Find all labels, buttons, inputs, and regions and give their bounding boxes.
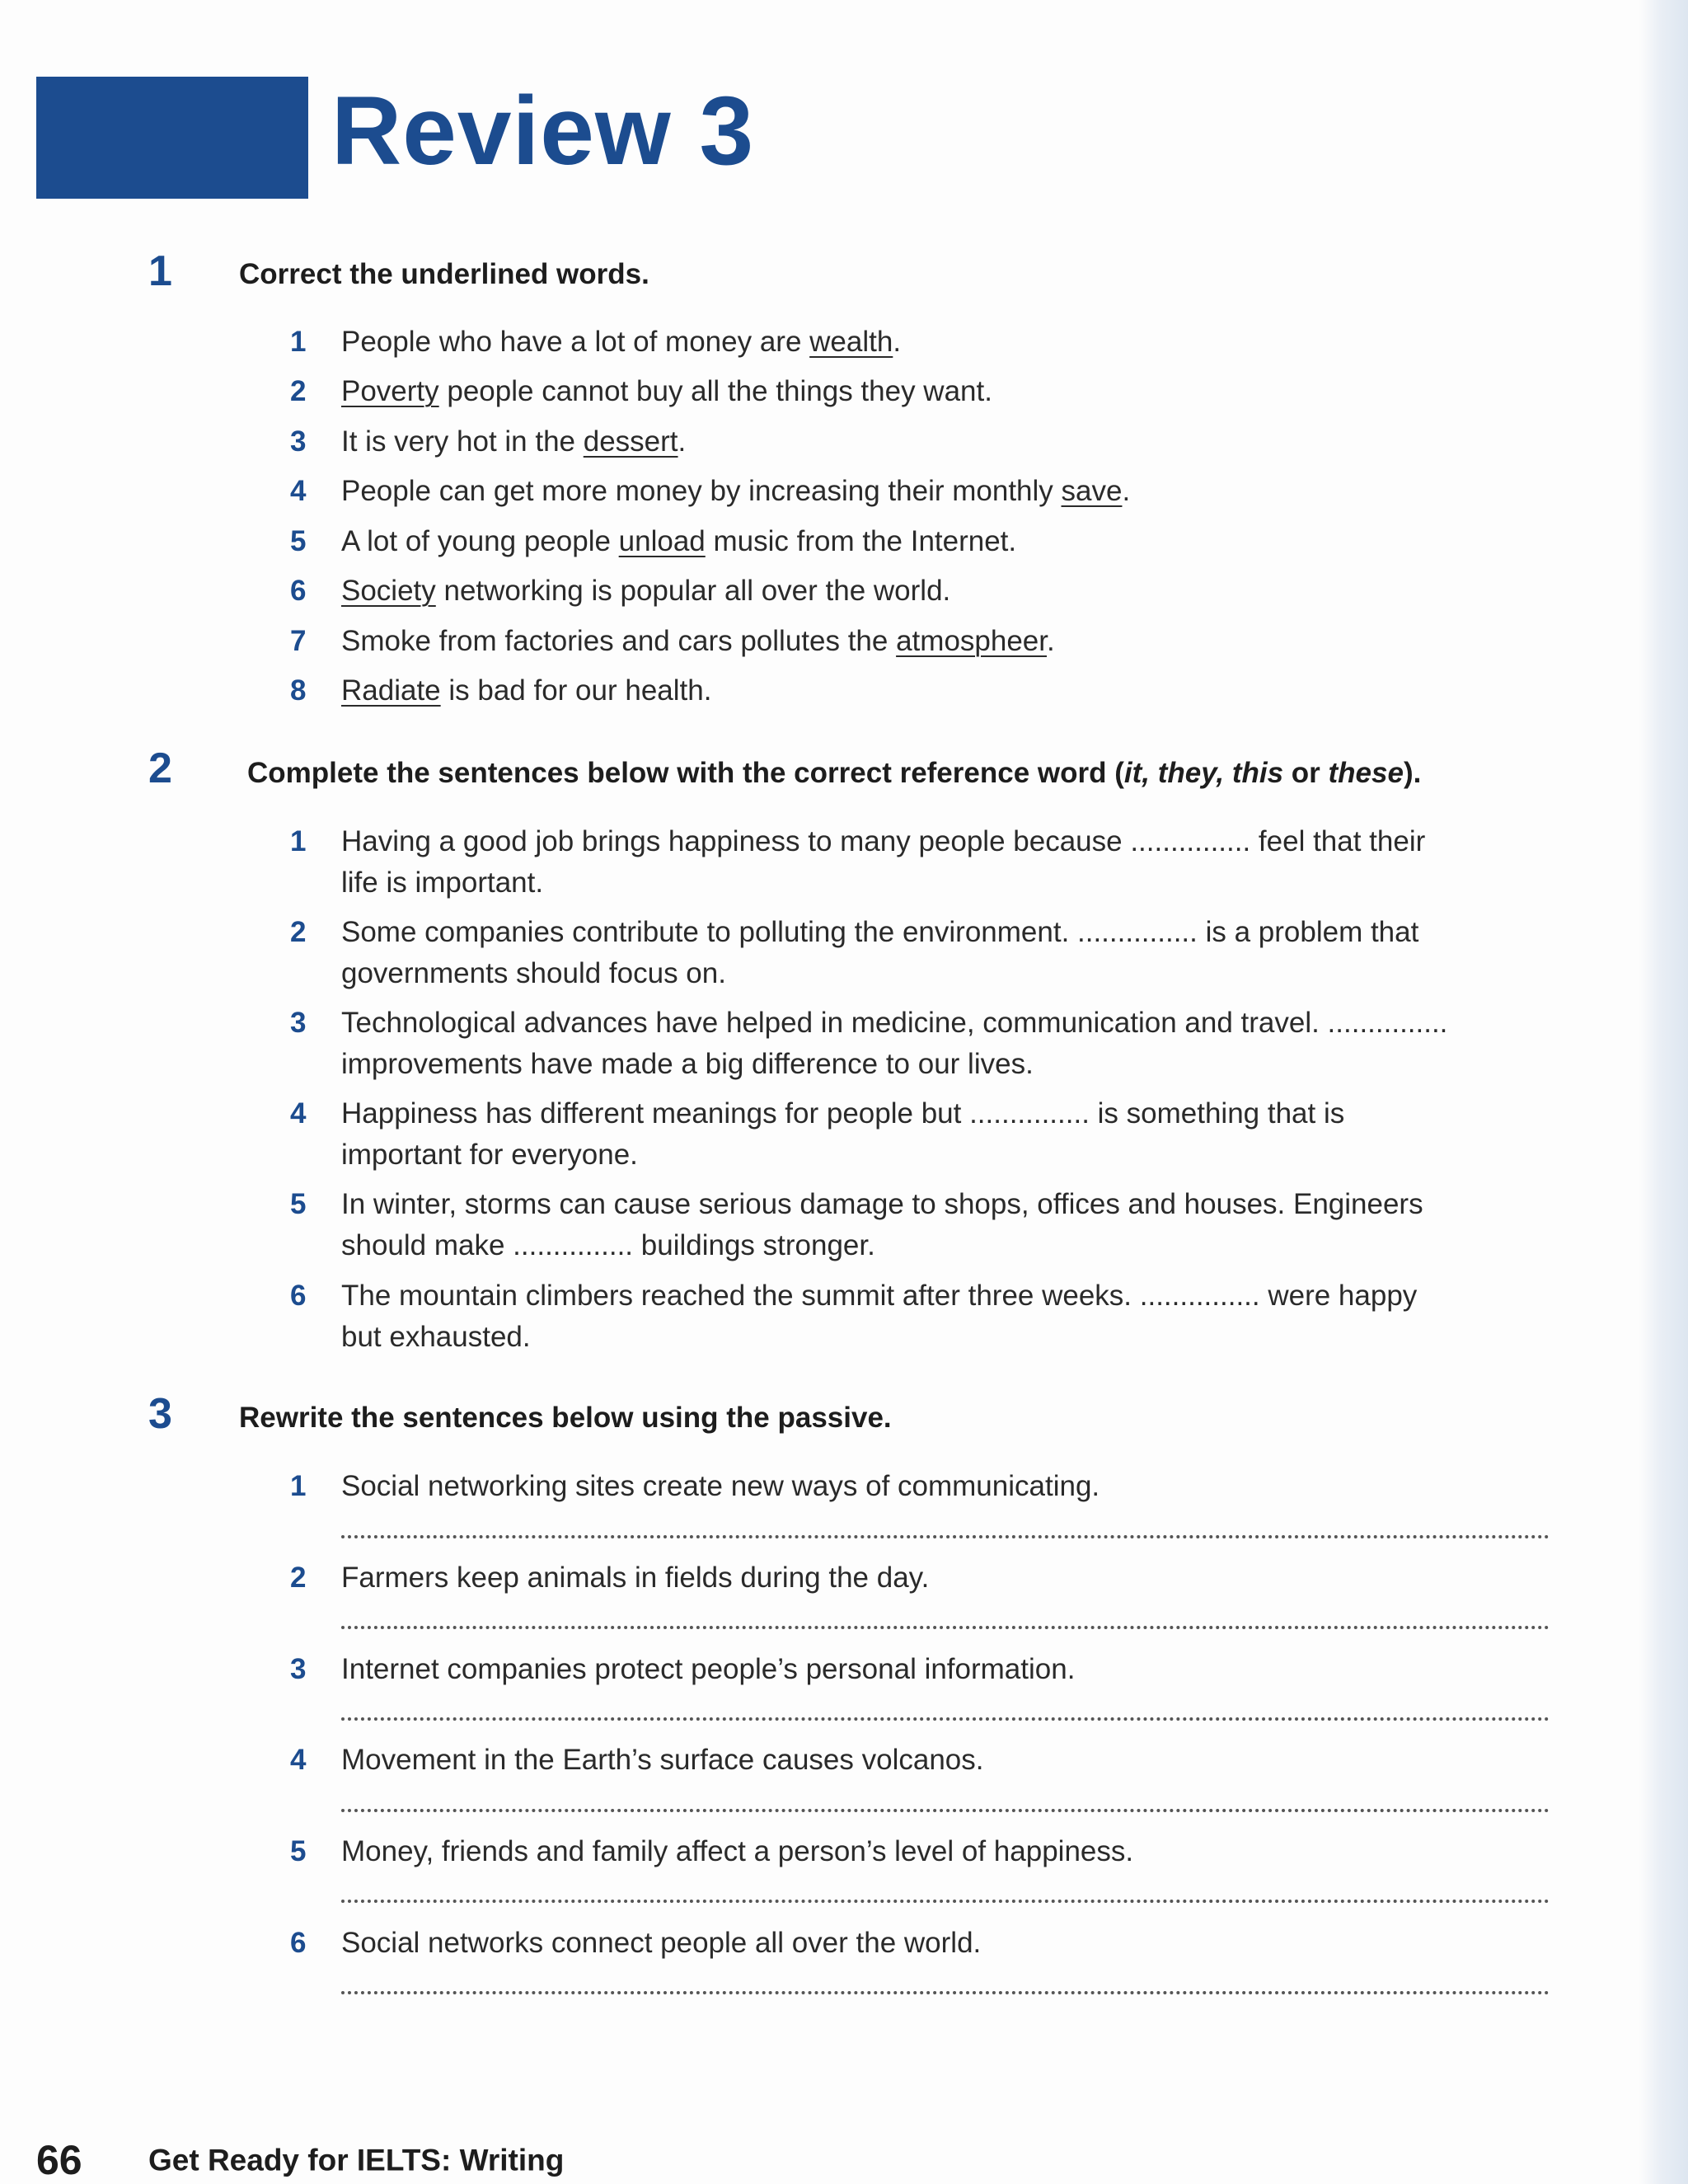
exercise-2-item: [290, 1003, 1543, 1085]
item-text: [341, 1093, 1543, 1176]
underlined-word: unload: [618, 525, 706, 557]
exercise-2-number: 2: [148, 744, 172, 792]
answer-line-6[interactable]: [341, 1991, 1550, 1994]
answer-line-1[interactable]: [341, 1535, 1550, 1538]
exercise-2-item: [290, 1093, 1543, 1176]
instruction-italic-words: it, they, this: [1123, 757, 1284, 789]
item-text-after: music from the Internet.: [705, 525, 1017, 557]
exercise-1-item: [290, 371, 1543, 412]
item-text-after: .: [678, 425, 687, 458]
item-number: 1: [290, 326, 307, 358]
item-text-after: .: [1122, 475, 1131, 507]
item-line: Technological advances have helped in medicine, communication and travel. ...............: [341, 1007, 1448, 1039]
exercise-3-number: 3: [148, 1390, 172, 1438]
answer-line-4[interactable]: [341, 1809, 1550, 1812]
exercise-1-item: [290, 471, 1543, 512]
item-line: The mountain climbers reached the summit after three weeks. ............... were happy: [341, 1280, 1418, 1312]
exercise-2-instruction: [247, 756, 1421, 791]
item-number: 5: [290, 525, 307, 557]
underlined-word: Radiate: [341, 674, 441, 707]
item-text: Social networks connect people all over the world.: [341, 1927, 982, 1959]
item-number: 4: [290, 1097, 307, 1130]
item-number: 3: [290, 425, 307, 458]
item-line: governments should focus on.: [341, 957, 726, 989]
item-line: In winter, storms can cause serious damage to shops, offices and houses. Engineers: [341, 1188, 1423, 1220]
item-text-before: A lot of young people: [341, 525, 619, 557]
exercise-3-item: [290, 1649, 1543, 1690]
title-color-block: [36, 77, 308, 199]
item-number: 8: [290, 674, 307, 707]
item-text: [341, 621, 1543, 662]
item-text: Social networking sites create new ways of communicating.: [341, 1470, 1100, 1502]
exercise-3-item: [290, 1740, 1543, 1781]
exercise-3-item: [290, 1831, 1543, 1872]
instruction-text: or: [1283, 757, 1329, 789]
footer-book-title: Get Ready for IELTS: Writing: [148, 2143, 565, 2177]
exercise-1-instruction: Correct the underlined words.: [239, 258, 649, 290]
item-number: 2: [290, 916, 307, 948]
item-number: 4: [290, 475, 307, 507]
exercise-1-item: [290, 670, 1543, 712]
item-text: [341, 371, 1543, 412]
underlined-word: Poverty: [341, 375, 439, 407]
item-number: 1: [290, 1470, 307, 1502]
page-title: Review 3: [331, 77, 755, 186]
underlined-word: save: [1061, 475, 1123, 507]
answer-line-2[interactable]: [341, 1626, 1550, 1629]
item-line: important for everyone.: [341, 1139, 638, 1171]
item-text: [341, 521, 1543, 562]
item-line: improvements have made a big difference to our lives.: [341, 1048, 1034, 1080]
item-text: Money, friends and family affect a person’s level of happiness.: [341, 1835, 1134, 1867]
item-text: [341, 471, 1543, 512]
item-number: 2: [290, 375, 307, 407]
item-line: Happiness has different meanings for people but ............... is something that is: [341, 1097, 1345, 1130]
item-text-after: .: [1047, 625, 1055, 657]
item-text: Internet companies protect people’s personal information.: [341, 1653, 1076, 1685]
item-number: 4: [290, 1744, 307, 1776]
answer-line-5[interactable]: [341, 1900, 1550, 1903]
instruction-italic-word: these: [1328, 757, 1404, 789]
item-text-before: People who have a lot of money are: [341, 326, 810, 358]
exercise-2-item: [290, 821, 1543, 904]
instruction-text: Complete the sentences below with the correct reference word (: [247, 757, 1124, 789]
item-text: [341, 1003, 1543, 1085]
item-text: [341, 421, 1543, 463]
underlined-word: wealth: [809, 326, 893, 358]
item-number: 6: [290, 1927, 307, 1959]
item-text-before: It is very hot in the: [341, 425, 584, 458]
item-number: 5: [290, 1188, 307, 1220]
item-number: 3: [290, 1007, 307, 1039]
exercise-2-item: [290, 1275, 1543, 1358]
item-text: Farmers keep animals in fields during the day.: [341, 1562, 930, 1594]
item-number: 1: [290, 825, 307, 857]
underlined-word: atmospheer: [896, 625, 1047, 657]
exercise-1-item: [290, 421, 1543, 463]
item-text: [341, 1275, 1543, 1358]
item-line: Having a good job brings happiness to many people because ............... feel that their: [341, 825, 1426, 857]
exercise-3-item: [290, 1923, 1543, 1964]
item-number: 7: [290, 625, 307, 657]
exercise-1-item: [290, 322, 1543, 363]
item-number: 6: [290, 575, 307, 607]
item-text-after: .: [893, 326, 902, 358]
item-text-before: Smoke from factories and cars pollutes the: [341, 625, 897, 657]
exercise-2-item: [290, 1184, 1543, 1266]
item-line: but exhausted.: [341, 1321, 531, 1353]
item-text: Movement in the Earth’s surface causes volcanos.: [341, 1744, 984, 1776]
exercise-3-item: [290, 1466, 1543, 1507]
exercise-1-item: [290, 621, 1543, 662]
item-text-after: networking is popular all over the world.: [435, 575, 951, 607]
item-text: [341, 1184, 1543, 1266]
item-text-before: People can get more money by increasing their monthly: [341, 475, 1062, 507]
item-text: [341, 322, 1543, 363]
answer-line-3[interactable]: [341, 1717, 1550, 1721]
item-text: [341, 821, 1543, 904]
page-edge-shadow: [1639, 0, 1688, 2184]
exercise-3-instruction: Rewrite the sentences below using the passive.: [239, 1402, 892, 1434]
item-number: 2: [290, 1562, 307, 1594]
page-number: 66: [36, 2137, 82, 2183]
item-text: [341, 912, 1543, 994]
exercise-1-item: [290, 571, 1543, 612]
exercise-1-number: 1: [148, 247, 172, 295]
exercise-1-item: [290, 521, 1543, 562]
item-line: should make ............... buildings stronger.: [341, 1229, 875, 1261]
underlined-word: dessert: [583, 425, 678, 458]
item-text-after: people cannot buy all the things they want.: [438, 375, 992, 407]
item-line: Some companies contribute to polluting the environment. ............... is a problem that: [341, 916, 1419, 948]
item-number: 6: [290, 1280, 307, 1312]
instruction-text: ).: [1403, 757, 1422, 789]
item-text: [341, 571, 1543, 612]
item-text: [341, 670, 1543, 712]
item-line: life is important.: [341, 867, 544, 899]
item-number: 3: [290, 1653, 307, 1685]
exercise-2-item: [290, 912, 1543, 994]
underlined-word: Society: [341, 575, 436, 607]
item-text-after: is bad for our health.: [440, 674, 712, 707]
exercise-3-item: [290, 1557, 1543, 1599]
item-number: 5: [290, 1835, 307, 1867]
